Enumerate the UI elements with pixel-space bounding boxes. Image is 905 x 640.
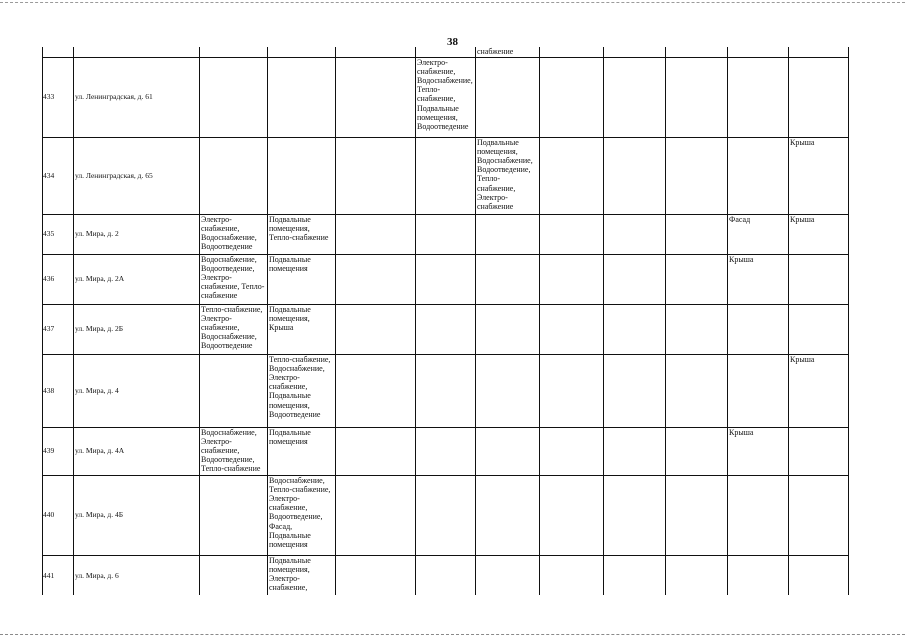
work-type-cell (200, 354, 268, 427)
work-type-cell (540, 57, 604, 137)
work-type-cell (476, 57, 540, 137)
work-type-cell (540, 214, 604, 254)
work-type-cell (200, 47, 268, 57)
work-type-cell (666, 57, 728, 137)
work-type-cell (416, 304, 476, 354)
work-type-cell (416, 47, 476, 57)
work-type-cell: Подвальные помещения, Крыша (268, 304, 336, 354)
address-cell: ул. Мира, д. 2Б (74, 304, 200, 354)
work-type-cell (728, 475, 789, 555)
work-type-cell (476, 354, 540, 427)
row-number-cell: 437 (43, 304, 74, 354)
work-type-cell (268, 47, 336, 57)
work-type-cell: Крыша (789, 214, 849, 254)
work-type-cell (416, 214, 476, 254)
work-type-cell (200, 57, 268, 137)
work-type-cell (728, 354, 789, 427)
row-number-cell: 433 (43, 57, 74, 137)
work-type-cell (666, 475, 728, 555)
work-type-cell (476, 304, 540, 354)
address-cell: ул. Мира, д. 4А (74, 427, 200, 475)
row-number-cell: 441 (43, 555, 74, 595)
work-type-cell (666, 427, 728, 475)
row-number-cell: 435 (43, 214, 74, 254)
work-type-cell (540, 137, 604, 214)
work-type-cell (789, 427, 849, 475)
work-type-cell (336, 354, 416, 427)
work-type-cell: Крыша (728, 254, 789, 304)
work-type-cell (336, 137, 416, 214)
address-cell: ул. Мира, д. 2А (74, 254, 200, 304)
work-type-cell: Электро-снабжение, Водоснабжение, Водоотведение (200, 214, 268, 254)
row-number-cell: 439 (43, 427, 74, 475)
work-type-cell (604, 354, 666, 427)
table-row (43, 57, 849, 137)
work-type-cell (540, 427, 604, 475)
work-type-cell (540, 254, 604, 304)
work-type-cell (336, 304, 416, 354)
work-type-cell (200, 137, 268, 214)
work-type-cell: Фасад (728, 214, 789, 254)
work-type-cell (476, 555, 540, 595)
table-row (43, 214, 849, 254)
table-row (43, 427, 849, 475)
work-type-cell: Подвальные помещения, Тепло-снабжение (268, 214, 336, 254)
work-type-cell (728, 304, 789, 354)
work-type-cell (604, 475, 666, 555)
work-type-cell (476, 427, 540, 475)
work-type-cell: снабжение (476, 47, 540, 57)
work-type-cell (336, 47, 416, 57)
address-cell (74, 47, 200, 57)
work-type-cell (666, 47, 728, 57)
work-type-cell (540, 354, 604, 427)
work-type-cell: Водоснабжение, Водоотведение, Электро-снабжение, Тепло-снабжение (200, 254, 268, 304)
table-row (43, 475, 849, 555)
work-type-cell: Подвальные помещения (268, 427, 336, 475)
table-row (43, 304, 849, 354)
work-type-cell (336, 427, 416, 475)
work-type-cell: Тепло-снабжение, Электро-снабжение, Водоснабжение, Водоотведение (200, 304, 268, 354)
table-row (43, 47, 849, 57)
work-type-cell (666, 304, 728, 354)
work-type-cell (416, 254, 476, 304)
work-type-cell (200, 475, 268, 555)
table-row (43, 137, 849, 214)
scan-edge-bottom (0, 634, 905, 635)
work-type-cell (666, 354, 728, 427)
work-type-cell (666, 254, 728, 304)
row-number-cell: 436 (43, 254, 74, 304)
work-type-cell (416, 427, 476, 475)
work-type-cell (604, 57, 666, 137)
address-cell: ул. Ленинградская, д. 61 (74, 57, 200, 137)
work-type-cell (789, 47, 849, 57)
work-type-cell (604, 254, 666, 304)
work-type-cell (666, 214, 728, 254)
scan-edge-top (0, 2, 905, 3)
work-type-cell (476, 254, 540, 304)
row-number-cell: 440 (43, 475, 74, 555)
page-number: 38 (447, 36, 458, 48)
work-type-cell (540, 47, 604, 57)
row-number-cell: 434 (43, 137, 74, 214)
work-type-cell: Водоснабжение, Тепло-снабжение, Электро-снабжение, Водоотведение, Фасад, Подвальные помещения (268, 475, 336, 555)
work-type-cell (268, 57, 336, 137)
work-type-cell (728, 47, 789, 57)
table-row (43, 555, 849, 595)
work-type-cell (789, 304, 849, 354)
schedule-table (42, 47, 849, 595)
work-type-cell (416, 475, 476, 555)
work-type-cell (604, 555, 666, 595)
work-type-cell (789, 555, 849, 595)
work-type-cell: Электро-снабжение, Водоснабжение, Тепло-снабжение, Подвальные помещения, Водоотведение (416, 57, 476, 137)
work-type-cell (336, 57, 416, 137)
address-cell: ул. Ленинградская, д. 65 (74, 137, 200, 214)
work-type-cell (268, 137, 336, 214)
schedule-table-wrapper (42, 47, 849, 595)
work-type-cell (416, 354, 476, 427)
work-type-cell (200, 555, 268, 595)
address-cell: ул. Мира, д. 4Б (74, 475, 200, 555)
work-type-cell (789, 57, 849, 137)
work-type-cell (666, 137, 728, 214)
work-type-cell (604, 214, 666, 254)
work-type-cell (728, 57, 789, 137)
work-type-cell (336, 254, 416, 304)
work-type-cell: Подвальные помещения, Водоснабжение, Водоотведение, Тепло-снабжение, Электро-снабжение (476, 137, 540, 214)
work-type-cell (728, 137, 789, 214)
work-type-cell (416, 555, 476, 595)
work-type-cell (604, 137, 666, 214)
work-type-cell (476, 475, 540, 555)
work-type-cell (728, 555, 789, 595)
work-type-cell: Крыша (789, 137, 849, 214)
row-number-cell: 438 (43, 354, 74, 427)
work-type-cell (540, 555, 604, 595)
work-type-cell (789, 254, 849, 304)
work-type-cell (336, 214, 416, 254)
work-type-cell: Подвальные помещения, Электро-снабжение, (268, 555, 336, 595)
work-type-cell: Тепло-снабжение, Водоснабжение, Электро-снабжение, Подвальные помещения, Водоотведение (268, 354, 336, 427)
work-type-cell (336, 555, 416, 595)
work-type-cell (540, 304, 604, 354)
work-type-cell (416, 137, 476, 214)
row-number-cell (43, 47, 74, 57)
table-row (43, 354, 849, 427)
table-body (43, 47, 849, 595)
work-type-cell: Крыша (728, 427, 789, 475)
table-row (43, 254, 849, 304)
work-type-cell (476, 214, 540, 254)
work-type-cell: Крыша (789, 354, 849, 427)
work-type-cell: Водоснабжение, Электро-снабжение, Водоотведение, Тепло-снабжение (200, 427, 268, 475)
address-cell: ул. Мира, д. 2 (74, 214, 200, 254)
work-type-cell (604, 47, 666, 57)
address-cell: ул. Мира, д. 4 (74, 354, 200, 427)
work-type-cell (604, 427, 666, 475)
work-type-cell (336, 475, 416, 555)
work-type-cell (604, 304, 666, 354)
address-cell: ул. Мира, д. 6 (74, 555, 200, 595)
work-type-cell (666, 555, 728, 595)
work-type-cell (540, 475, 604, 555)
work-type-cell: Подвальные помещения (268, 254, 336, 304)
work-type-cell (789, 475, 849, 555)
